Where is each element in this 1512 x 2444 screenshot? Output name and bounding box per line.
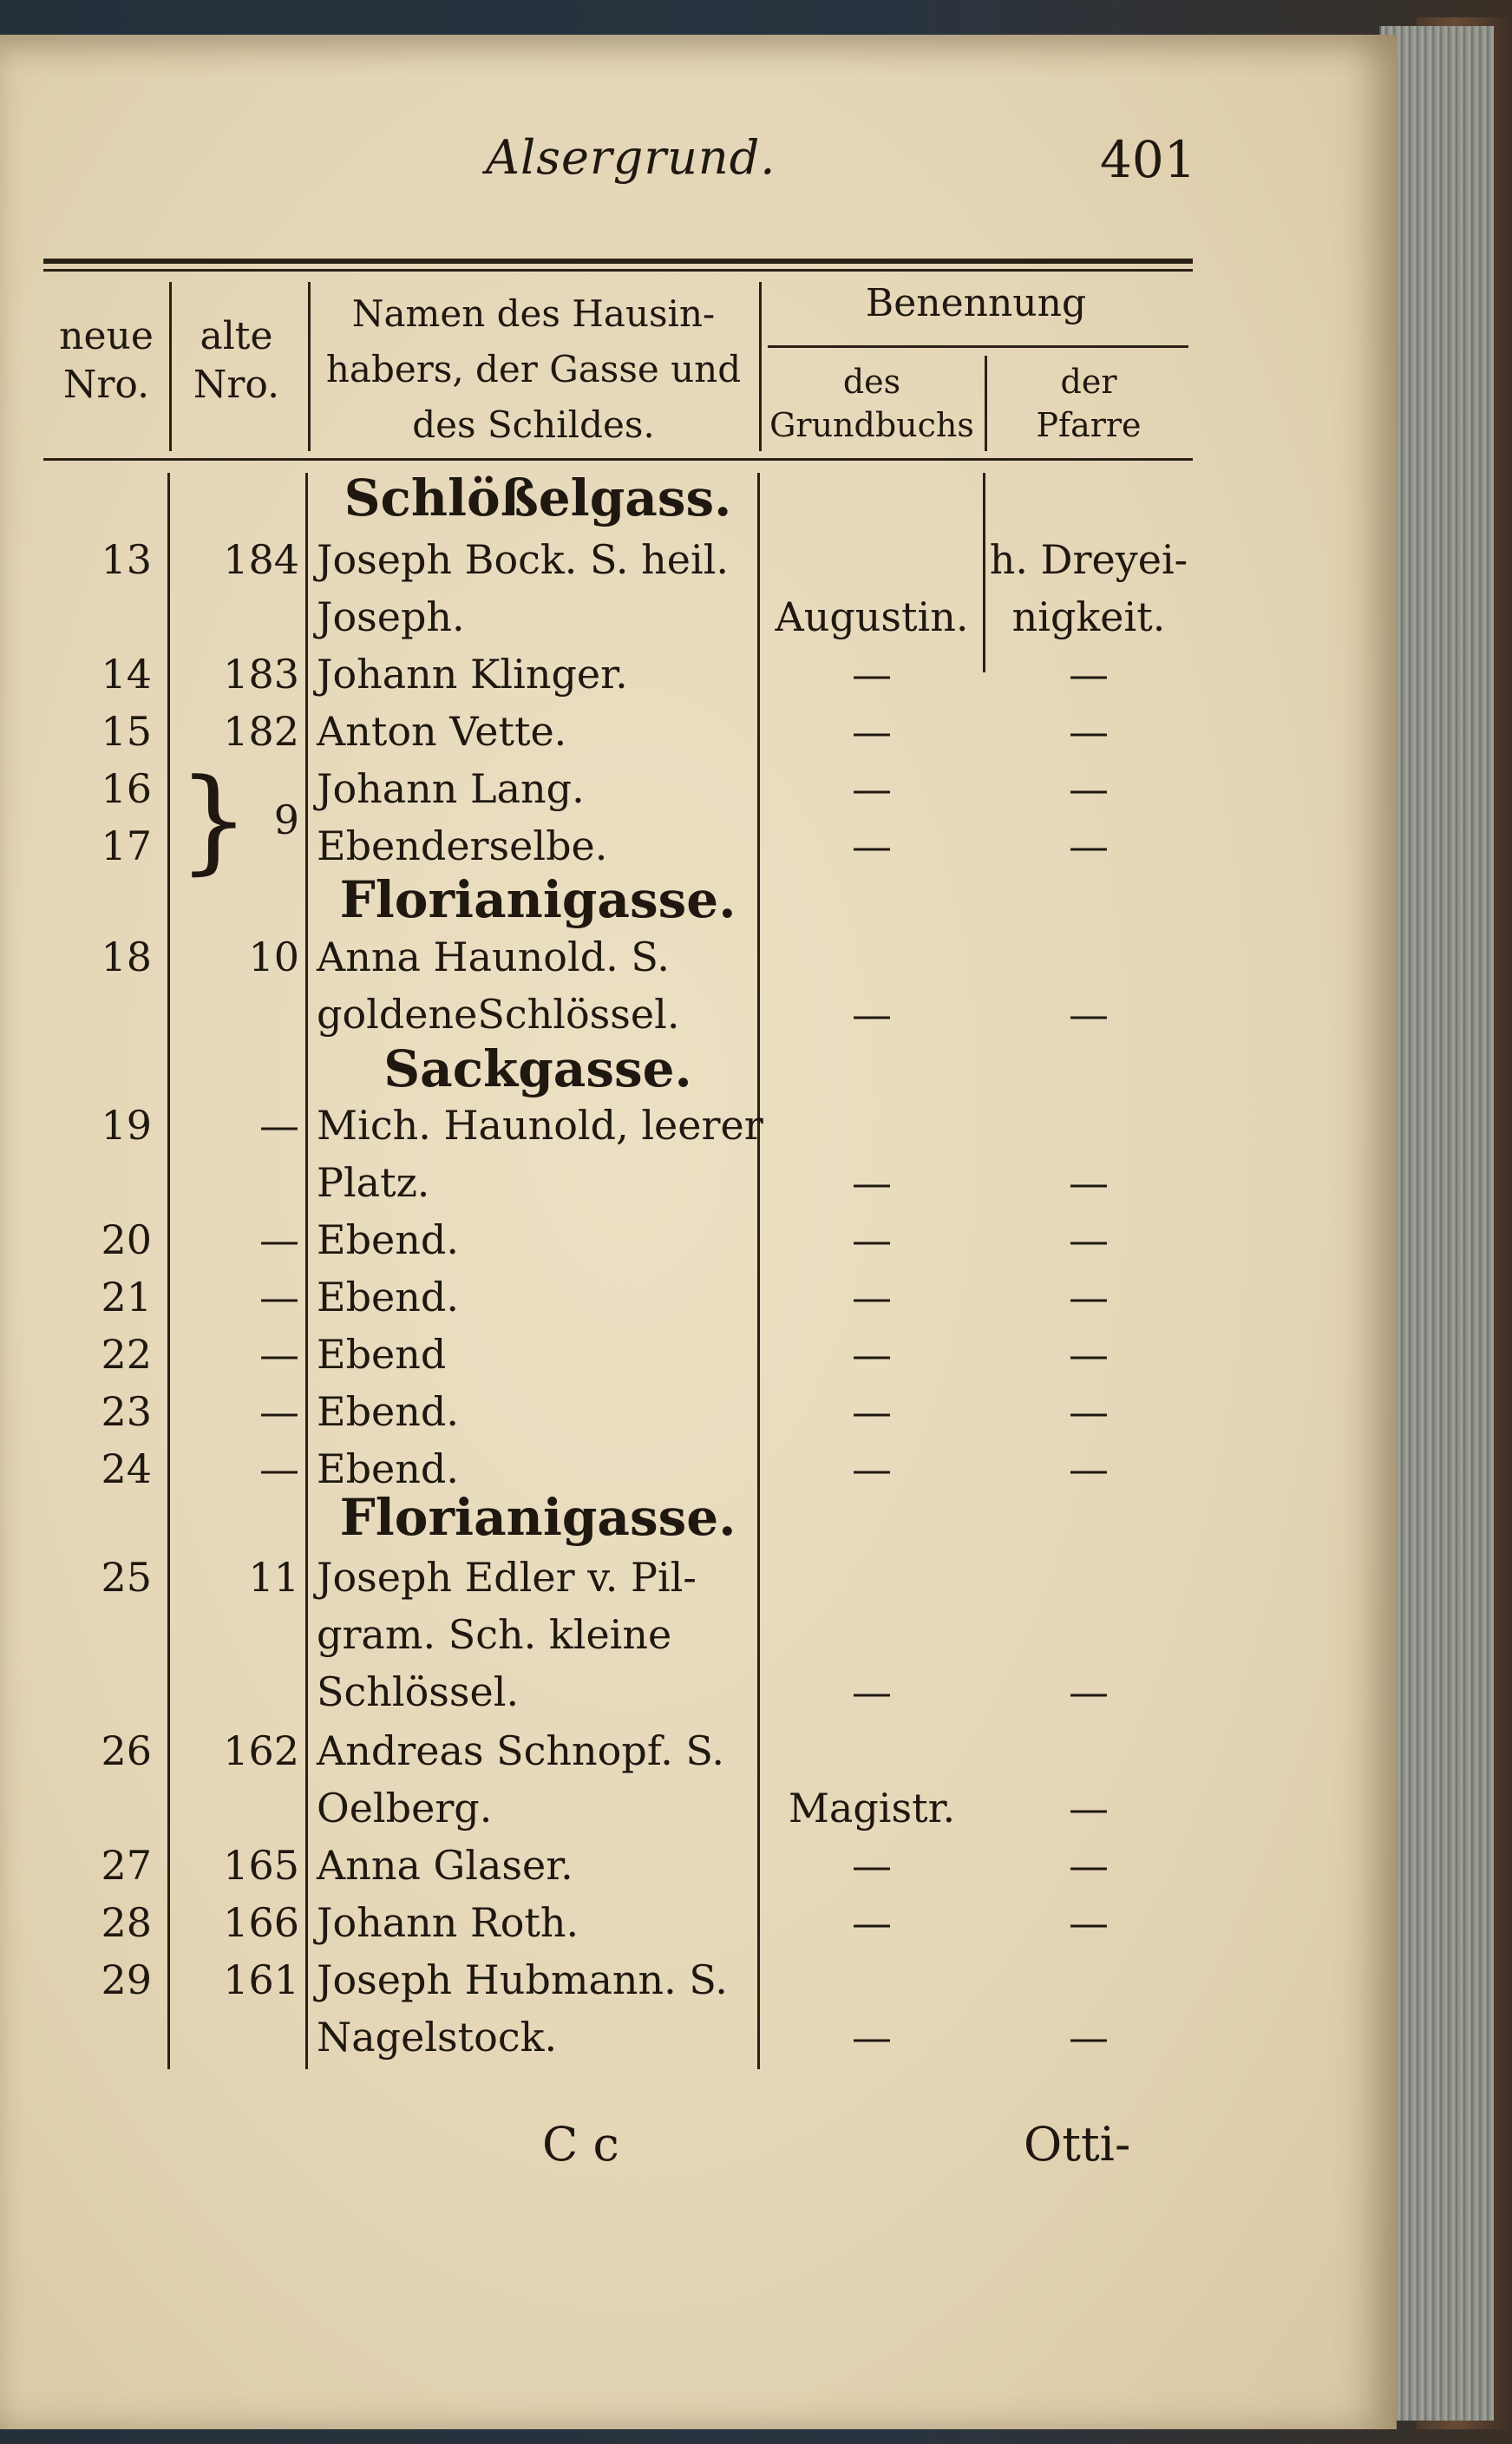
brace-16-17: }: [178, 754, 250, 886]
row-grundbuch: —: [852, 822, 892, 869]
row-old-number: 11: [248, 1554, 299, 1601]
row-pfarre: —: [1069, 651, 1109, 698]
row-grundbuch: Magistr.: [788, 1785, 956, 1831]
street-heading-florianigasse-2: Florianigasse.: [339, 1488, 736, 1547]
header-pfarre-line1: der: [1060, 363, 1117, 401]
row-old-number: 165: [223, 1842, 299, 1889]
row-pfarre: —: [1069, 765, 1109, 812]
row-pfarre: —: [1069, 822, 1109, 869]
top-rule-thin: [43, 269, 1193, 272]
street-heading-schloesselgass: Schlößelgass.: [344, 468, 732, 527]
row-pfarre: —: [1069, 1445, 1109, 1492]
row-pfarre: —: [1069, 1159, 1109, 1206]
street-heading-florianigasse-1: Florianigasse.: [339, 870, 736, 929]
header-name-line1: Namen des Hausin-: [351, 292, 716, 335]
row-pfarre: —: [1069, 1785, 1109, 1831]
row-grundbuch: —: [852, 1331, 892, 1378]
row-grundbuch: —: [852, 1216, 892, 1263]
row-owner-name: goldeneSchlössel.: [317, 991, 680, 1038]
row-owner-name: Platz.: [317, 1159, 430, 1206]
row-grundbuch: Augustin.: [775, 593, 969, 640]
row-new-number: 21: [101, 1274, 152, 1320]
row-old-number: 9: [273, 796, 299, 843]
header-divider-4: [985, 356, 987, 451]
header-pfarre: [989, 360, 1188, 447]
row-old-number: 161: [223, 1956, 299, 2003]
header-old-no: [178, 312, 295, 410]
row-grundbuch: —: [852, 1899, 892, 1946]
running-title: Alsergrund.: [486, 130, 776, 185]
header-benennung: Benennung: [865, 281, 1087, 325]
row-new-number: 16: [101, 765, 152, 812]
row-owner-name: Ebend.: [317, 1388, 459, 1435]
header-name-line2: habers, der Gasse und: [325, 348, 742, 390]
row-owner-name: Ebend.: [317, 1216, 459, 1263]
header-new-no-line1: neue: [59, 314, 154, 358]
row-owner-name: Johann Lang.: [317, 765, 585, 812]
row-owner-name: Schlössel.: [317, 1668, 520, 1715]
row-new-number: 29: [101, 1956, 152, 2003]
row-pfarre: h. Dreyei-: [989, 536, 1188, 583]
row-grundbuch: —: [852, 1668, 892, 1715]
header-pfarre-line2: Pfarre: [1036, 406, 1142, 444]
row-old-number: 182: [223, 708, 299, 755]
body-divider-1: [167, 473, 170, 2069]
row-owner-name: Johann Klinger.: [317, 651, 628, 698]
row-old-number: 162: [223, 1727, 299, 1774]
body-divider-2: [305, 473, 308, 2069]
row-owner-name: Andreas Schnopf. S.: [317, 1727, 724, 1774]
row-owner-name: Johann Roth.: [317, 1899, 579, 1946]
header-grundbuch: [763, 360, 980, 447]
header-old-no-line1: alte: [200, 314, 273, 358]
row-owner-name: Ebenderselbe.: [317, 822, 608, 869]
row-new-number: 27: [101, 1842, 152, 1889]
row-pfarre: —: [1069, 2014, 1109, 2061]
row-pfarre: —: [1069, 1668, 1109, 1715]
row-grundbuch: —: [852, 1388, 892, 1435]
row-new-number: 19: [101, 1102, 152, 1149]
header-divider-2: [308, 282, 311, 451]
row-pfarre: —: [1069, 1388, 1109, 1435]
row-new-number: 18: [101, 934, 152, 980]
row-owner-name: Joseph Hubmann. S.: [317, 1956, 728, 2003]
row-new-number: 22: [101, 1331, 152, 1378]
header-new-no-line2: Nro.: [62, 363, 150, 407]
row-pfarre: —: [1069, 1899, 1109, 1946]
row-pfarre: nigkeit.: [1011, 593, 1166, 640]
header-new-no: [52, 312, 160, 410]
row-old-number: —: [259, 1388, 299, 1435]
header-name-line3: des Schildes.: [412, 403, 655, 446]
row-old-number: 183: [223, 651, 299, 698]
row-owner-name: Anna Haunold. S.: [317, 934, 670, 980]
row-pfarre: —: [1069, 1331, 1109, 1378]
row-grundbuch: —: [852, 1842, 892, 1889]
row-old-number: 184: [223, 536, 299, 583]
header-divider-1: [169, 282, 172, 451]
row-new-number: 25: [101, 1554, 152, 1601]
header-name: [312, 286, 755, 453]
row-new-number: 13: [101, 536, 152, 583]
header-old-no-line2: Nro.: [193, 363, 280, 407]
row-pfarre: —: [1069, 1216, 1109, 1263]
row-grundbuch: —: [852, 765, 892, 812]
row-pfarre: —: [1069, 991, 1109, 1038]
row-new-number: 23: [101, 1388, 152, 1435]
row-new-number: 26: [101, 1727, 152, 1774]
row-new-number: 14: [101, 651, 152, 698]
row-grundbuch: —: [852, 708, 892, 755]
row-owner-name: Mich. Haunold, leerer: [317, 1102, 763, 1149]
page-number: 401: [1100, 130, 1196, 189]
row-new-number: 17: [101, 822, 152, 869]
catchword: Otti-: [1024, 2117, 1131, 2172]
row-owner-name: Anna Glaser.: [317, 1842, 573, 1889]
header-divider-3: [759, 282, 762, 451]
row-owner-name: Nagelstock.: [317, 2014, 558, 2061]
row-grundbuch: —: [852, 1445, 892, 1492]
row-old-number: —: [259, 1216, 299, 1263]
row-new-number: 28: [101, 1899, 152, 1946]
row-old-number: —: [259, 1274, 299, 1320]
row-new-number: 20: [101, 1216, 152, 1263]
row-owner-name: Joseph.: [317, 593, 465, 640]
row-owner-name: Ebend.: [317, 1274, 459, 1320]
signature-mark: C c: [542, 2117, 619, 2172]
row-new-number: 24: [101, 1445, 152, 1492]
row-new-number: 15: [101, 708, 152, 755]
row-pfarre: —: [1069, 1842, 1109, 1889]
row-old-number: —: [259, 1102, 299, 1149]
row-owner-name: Anton Vette.: [317, 708, 567, 755]
row-grundbuch: —: [852, 2014, 892, 2061]
row-old-number: 166: [223, 1899, 299, 1946]
top-rule: [43, 259, 1193, 264]
row-owner-name: Ebend.: [317, 1445, 459, 1492]
header-bottom-rule: [43, 458, 1193, 461]
row-owner-name: Ebend: [317, 1331, 447, 1378]
street-heading-sackgasse: Sackgasse.: [383, 1039, 692, 1098]
header-benennung-rule: [768, 345, 1188, 348]
body-divider-4: [983, 473, 985, 672]
row-owner-name: Joseph Bock. S. heil.: [317, 536, 730, 583]
row-old-number: —: [259, 1445, 299, 1492]
row-pfarre: —: [1069, 1274, 1109, 1320]
row-grundbuch: —: [852, 1159, 892, 1206]
row-old-number: 10: [248, 934, 299, 980]
row-grundbuch: —: [852, 991, 892, 1038]
row-grundbuch: —: [852, 1274, 892, 1320]
row-owner-name: Joseph Edler v. Pil-: [317, 1554, 697, 1601]
row-owner-name: Oelberg.: [317, 1785, 493, 1831]
row-grundbuch: —: [852, 651, 892, 698]
row-old-number: —: [259, 1331, 299, 1378]
header-grundbuch-line2: Grundbuchs: [769, 406, 974, 444]
row-pfarre: —: [1069, 708, 1109, 755]
header-grundbuch-line1: des: [842, 363, 901, 401]
row-owner-name: gram. Sch. kleine: [317, 1611, 672, 1658]
